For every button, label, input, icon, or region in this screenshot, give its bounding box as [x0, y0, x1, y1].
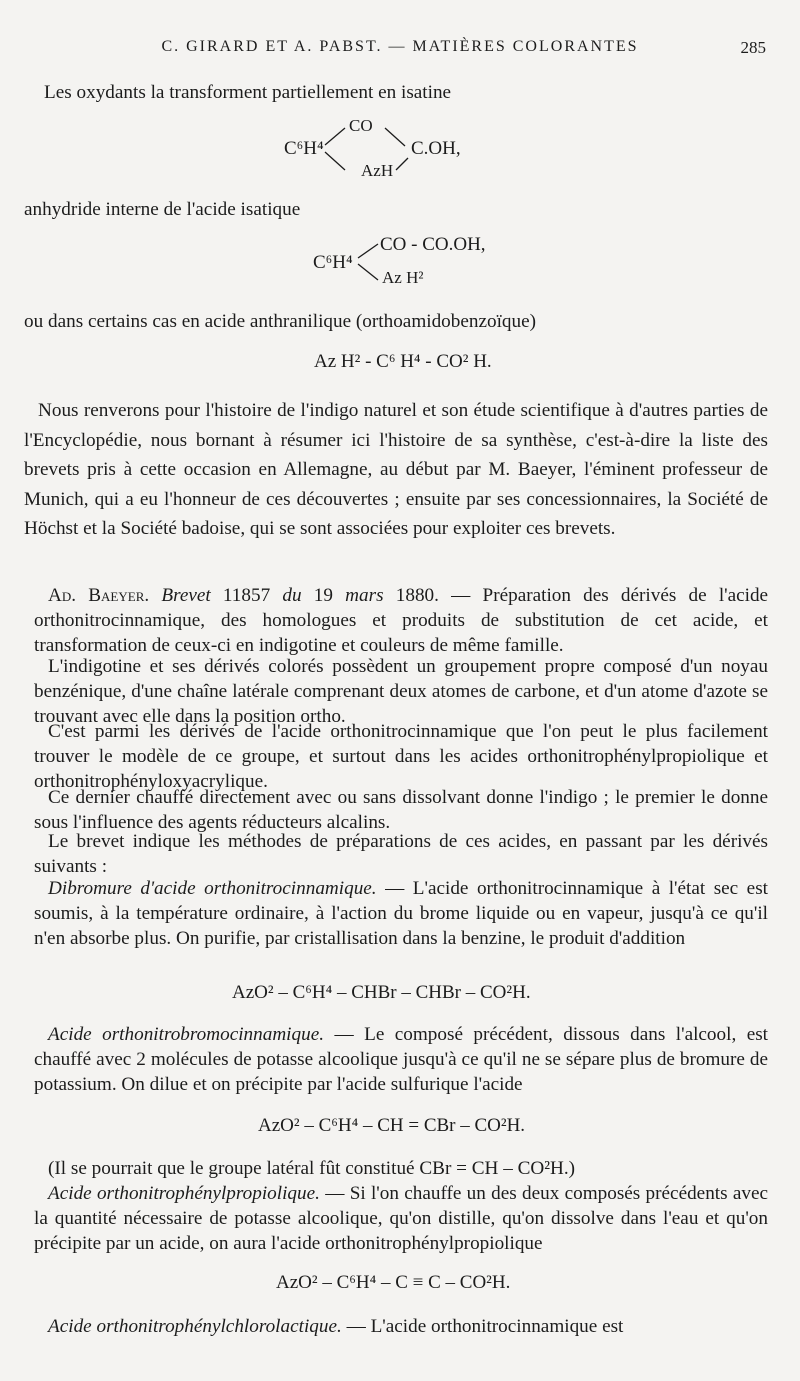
section-propiolique-text: — Si l'on chauffe un des deux composés précédents avec la quantité nécessaire de potasse alcoolique, qu'on distille, qu'on dissolve dans l'eau et qu'on précipite par un acide, on aura l'acide orthonitrophénylpropiolique: [34, 1183, 769, 1254]
section-bromocinnamique-title: Acide orthonitrobromocinnamique.: [48, 1024, 325, 1045]
isatique-bottom: Az H²: [382, 268, 424, 287]
section-dibromure: [34, 876, 768, 951]
propiolique-formula: AzO² – C⁶H⁴ – C ≡ C – CO²H.: [276, 1272, 511, 1293]
section-dibromure-text: — L'acide orthonitrocinnamique à l'état sec est soumis, à la température ordinaire, à l'action du brome liquide ou en vapeur, jusqu'à ce qu'il n'en absorbe plus. On purifie, par cristallisation dans la benzine, le produit d'addition: [34, 878, 769, 949]
isatine-coh: C.OH,: [411, 138, 461, 159]
bromocinnamique-note: (Il se pourrait que le groupe latéral fût constitué CBr = CH – CO²H.): [48, 1158, 576, 1179]
paragraph-indigotine: L'indigotine et ses dérivés colorés possèdent un groupement propre composé d'un noyau benzénique, d'une chaîne latérale comprenant deux atomes de carbone, et d'un atome d'azote se trouvant avec elle dans la position ortho.: [34, 656, 768, 727]
section-bromocinnamique-text: — Le composé précédent, dissous dans l'alcool, est chauffé avec 2 molécules de potasse alcoolique jusqu'à ce qu'il ne se sépare plus de bromure de potassium. On dilue et on précipite par l'acide sulfurique l'acide: [34, 1024, 769, 1095]
isatique-c6h4: C⁶H⁴: [313, 252, 353, 273]
intro-line-1: Les oxydants la transforment partiellement en isatine: [44, 82, 452, 103]
patent-year: 1880.: [395, 585, 439, 606]
section-propiolique: [34, 1181, 768, 1256]
patent-du: du: [282, 585, 302, 606]
patent-description: — Préparation des dérivés de l'acide orthonitrocinnamique, des homologues et produits de substitution de cet acide, et transformation de ceux-ci en indigotine et couleurs de même famille.: [34, 585, 769, 656]
bromocinnamique-formula: AzO² – C⁶H⁴ – CH = CBr – CO²H.: [258, 1115, 526, 1136]
section-dibromure-title: Dibromure d'acide orthonitrocinnamique.: [48, 878, 377, 899]
patent-number: 11857: [222, 585, 271, 606]
paragraph-history: Nous renverons pour l'histoire de l'indigo naturel et son étude scientifique à d'autres parties de l'Encyclopédie, nous bornant à résumer ici l'histoire de sa synthèse, c'est-à-dire la liste des brevets pris à cette occasion en Allemagne, au début par M. Baeyer, l'éminent professeur de Munich, qui a eu l'honneur de ces découvertes ; ensuite par ses concessionnaires, la Société de Höchst et la Société badoise, qui se sont associées pour exploiter ces brevets.: [24, 400, 768, 539]
section-propiolique-title: Acide orthonitrophénylpropiolique.: [48, 1183, 320, 1204]
dibromure-formula: AzO² – C⁶H⁴ – CHBr – CHBr – CO²H.: [232, 982, 531, 1003]
isatine-c6h4: C⁶H⁴: [284, 138, 324, 159]
isatine-azh: AzH: [361, 161, 394, 180]
patent-date: 19: [313, 585, 333, 606]
isatique-bonds: [0, 0, 800, 300]
intro-line-3: ou dans certains cas en acide anthranilique (orthoamidobenzoïque): [24, 311, 537, 332]
paragraph-groupe: C'est parmi les dérivés de l'acide orthonitrocinnamique que l'on peut le plus facilement trouver le modèle de ce groupe, et surtout dans les acides orthonitrophénylpropiolique et orthonitrophényloxyacrylique.: [34, 721, 768, 792]
patent-brevet-label: Brevet: [161, 585, 211, 606]
patent-paragraph: [34, 583, 768, 658]
section-chlorolactique-text: — L'acide orthonitrocinnamique est: [346, 1316, 624, 1337]
section-bromocinnamique: [34, 1022, 768, 1097]
intro-line-2: anhydride interne de l'acide isatique: [24, 199, 301, 220]
running-title: C. GIRARD ET A. PABST. — MATIÈRES COLORANTES: [161, 38, 639, 55]
section-chlorolactique-title: Acide orthonitrophénylchlorolactique.: [48, 1316, 342, 1337]
section-chlorolactique: [34, 1314, 768, 1339]
patent-author: Ad. Baeyer.: [48, 585, 150, 606]
isatine-co: CO: [349, 116, 373, 135]
anthranilique-formula: Az H² - C⁶ H⁴ - CO² H.: [314, 351, 492, 372]
isatique-top: CO - CO.OH,: [380, 234, 486, 255]
paragraph-dernier: Ce dernier chauffé directement avec ou sans dissolvant donne l'indigo ; le premier le donne sous l'influence des agents réducteurs alcalins.: [34, 787, 768, 833]
patent-month: mars: [345, 585, 384, 606]
paragraph-brevet: Le brevet indique les méthodes de préparations de ces acides, en passant par les dérivés suivants :: [34, 831, 768, 877]
page-number: 285: [740, 38, 766, 57]
